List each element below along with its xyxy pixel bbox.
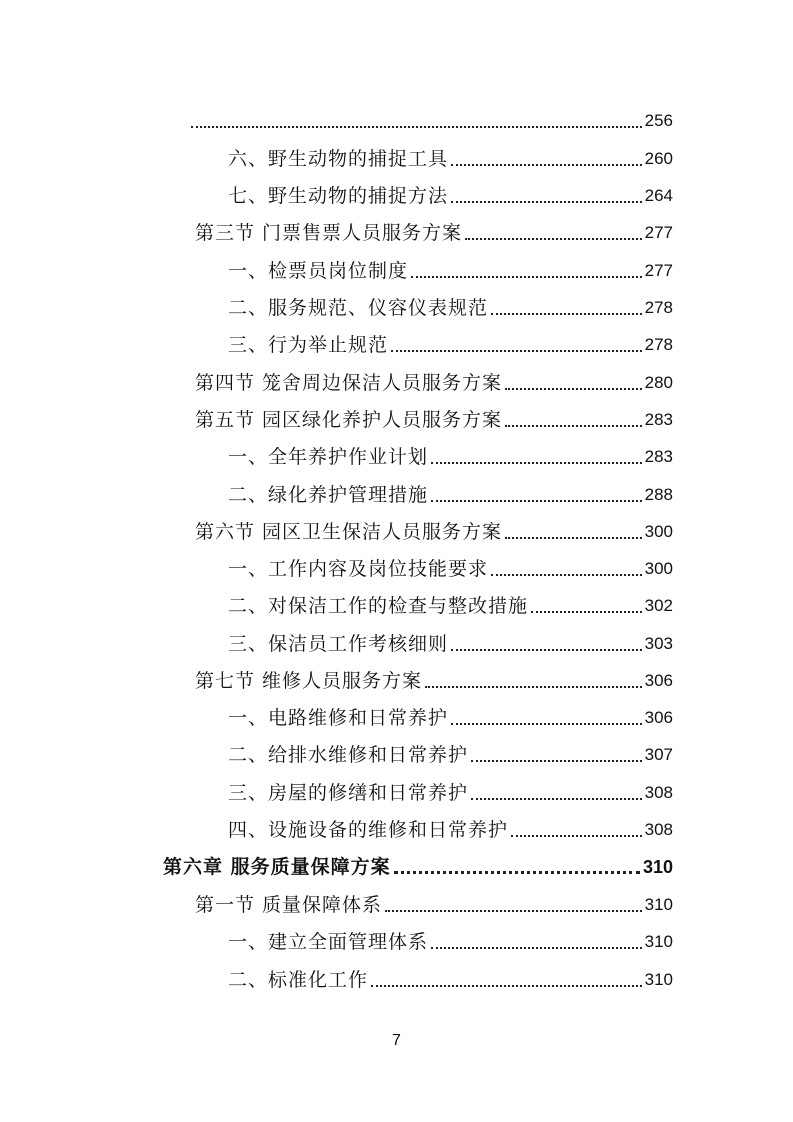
- toc-entry-page: 256: [644, 111, 673, 130]
- toc-entry-label: 第六章 服务质量保障方案: [163, 856, 391, 878]
- toc-entry-page: 278: [644, 335, 673, 354]
- toc-entry-section[interactable]: [195, 215, 673, 245]
- dot-leader: [411, 276, 642, 278]
- toc-entry-label: 二、服务规范、仪容仪表规范: [228, 297, 489, 319]
- toc-entry-page: 307: [644, 745, 673, 764]
- toc-entry-page: 310: [644, 932, 673, 951]
- dot-leader: [505, 537, 642, 539]
- toc-entry-section[interactable]: [195, 402, 673, 432]
- toc-entry-label: 三、房屋的修缮和日常养护: [228, 782, 469, 804]
- dot-leader: [431, 500, 642, 502]
- dot-leader: [451, 201, 642, 203]
- toc-entry-page: 306: [644, 671, 673, 690]
- dot-leader: [451, 649, 642, 651]
- toc-entry-label: 二、对保洁工作的检查与整改措施: [228, 595, 529, 617]
- toc-entry-label: 第四节 笼舍周边保洁人员服务方案: [195, 372, 503, 394]
- toc-entry[interactable]: [228, 290, 673, 320]
- toc-entry-page: 300: [644, 559, 673, 578]
- toc-entry-page: 308: [644, 820, 673, 839]
- toc-entry-label: 七、野生动物的捕捉方法: [228, 185, 449, 207]
- toc-entry-section[interactable]: [195, 514, 673, 544]
- toc-entry-page: 308: [644, 783, 673, 802]
- toc-entry[interactable]: [228, 551, 673, 581]
- dot-leader: [451, 164, 642, 166]
- toc-entry-page: 283: [644, 447, 673, 466]
- dot-leader: [465, 238, 642, 240]
- toc-entry-page: 306: [644, 708, 673, 727]
- dot-leader: [505, 425, 642, 427]
- toc-entry-page: 310: [642, 857, 673, 877]
- toc-entry-label: 第三节 门票售票人员服务方案: [195, 222, 463, 244]
- toc-entry-label: 一、全年养护作业计划: [228, 446, 429, 468]
- dot-leader: [491, 574, 642, 576]
- toc-entry-page: 300: [644, 522, 673, 541]
- toc-entry[interactable]: [228, 737, 673, 767]
- toc-entry-label: 三、行为举止规范: [228, 334, 389, 356]
- dot-leader: [505, 388, 642, 390]
- toc-entry[interactable]: [228, 477, 673, 507]
- toc-entry-page: 278: [644, 298, 673, 317]
- toc-entry-page: 310: [644, 970, 673, 989]
- dot-leader: [491, 313, 642, 315]
- toc-entry-section[interactable]: [195, 663, 673, 693]
- toc-entry[interactable]: [228, 253, 673, 283]
- dot-leader: [431, 947, 642, 949]
- toc-entry-label: 第七节 维修人员服务方案: [195, 670, 423, 692]
- dot-leader: [385, 910, 642, 912]
- dot-leader: [391, 350, 642, 352]
- toc-entry[interactable]: [228, 962, 673, 992]
- toc-entry-continued[interactable]: [188, 103, 673, 133]
- toc-entry-label: 一、建立全面管理体系: [228, 931, 429, 953]
- toc-entry[interactable]: [228, 775, 673, 805]
- toc-entry-label: 四、设施设备的维修和日常养护: [228, 819, 509, 841]
- toc-entry[interactable]: [228, 700, 673, 730]
- toc-entry-page: 303: [644, 634, 673, 653]
- dot-leader: [511, 835, 642, 837]
- toc-entry[interactable]: [228, 626, 673, 656]
- toc-entry-label: 第六节 园区卫生保洁人员服务方案: [195, 521, 503, 543]
- toc-entry-chapter[interactable]: [163, 849, 673, 879]
- toc-entry-page: 280: [644, 373, 673, 392]
- dot-leader: [471, 798, 642, 800]
- dot-leader: [371, 985, 642, 987]
- toc-entry-page: 302: [644, 596, 673, 615]
- dot-leader: [425, 686, 642, 688]
- dot-leader: [431, 462, 642, 464]
- toc-entry-page: 277: [644, 223, 673, 242]
- toc-entry-section[interactable]: [195, 365, 673, 395]
- toc-entry-page: 260: [644, 149, 673, 168]
- toc-entry-label: 三、保洁员工作考核细则: [228, 633, 449, 655]
- dot-leader: [531, 611, 642, 613]
- toc-entry-label: 二、绿化养护管理措施: [228, 484, 429, 506]
- toc-entry-label: 一、电路维修和日常养护: [228, 707, 449, 729]
- dot-leader: [451, 723, 642, 725]
- toc-entry-label: 二、给排水维修和日常养护: [228, 744, 469, 766]
- toc-entry[interactable]: [228, 178, 673, 208]
- toc-entry[interactable]: [228, 812, 673, 842]
- toc-entry-label: 二、标准化工作: [228, 969, 369, 991]
- page-number: 7: [392, 1032, 401, 1049]
- toc-entry[interactable]: [228, 327, 673, 357]
- toc-entry-label: 第五节 园区绿化养护人员服务方案: [195, 409, 503, 431]
- toc-entry-page: 288: [644, 485, 673, 504]
- toc-entry-label: 第一节 质量保障体系: [195, 894, 383, 916]
- dot-leader: [394, 871, 640, 874]
- dot-leader: [191, 126, 642, 128]
- toc-entry-label: 六、野生动物的捕捉工具: [228, 148, 449, 170]
- toc-entry-page: 264: [644, 186, 673, 205]
- toc-entry-label: 一、工作内容及岗位技能要求: [228, 558, 489, 580]
- toc-entry-page: 310: [644, 895, 673, 914]
- toc-entry[interactable]: [228, 588, 673, 618]
- toc-entry-page: 283: [644, 410, 673, 429]
- toc-entry-section[interactable]: [195, 887, 673, 917]
- toc-entry-page: 277: [644, 261, 673, 280]
- toc-entry-label: 一、检票员岗位制度: [228, 260, 409, 282]
- toc-entry[interactable]: [228, 924, 673, 954]
- toc-entry[interactable]: [228, 439, 673, 469]
- toc-entry[interactable]: [228, 141, 673, 171]
- dot-leader: [471, 760, 642, 762]
